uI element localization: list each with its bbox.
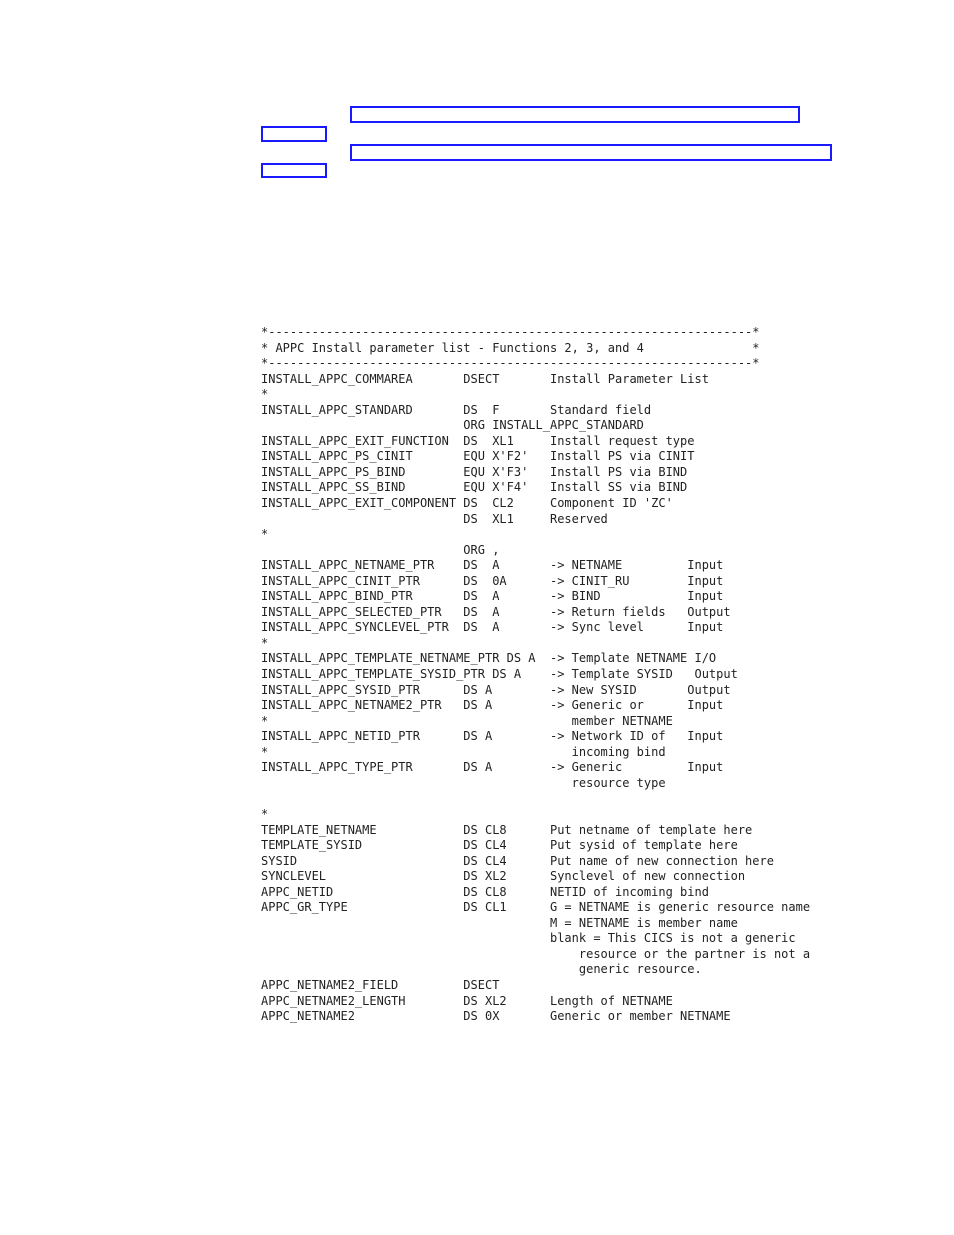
- code-line: INSTALL_APPC_PS_BIND EQU X'F3' Install PS via BIND: [261, 464, 688, 479]
- code-line: INSTALL_APPC_TEMPLATE_SYSID_PTR DS A -> Template SYSID Output: [261, 667, 738, 682]
- code-line: ORG ,: [261, 542, 500, 557]
- code-line: INSTALL_APPC_NETID_PTR DS A -> Network ID of Input: [261, 729, 724, 744]
- code-line: APPC_NETNAME2 DS 0X Generic or member NETNAME: [261, 1009, 731, 1024]
- code-line: resource or the partner is not a: [261, 946, 811, 961]
- code-line: *-------------------------------------------------------------------*: [261, 325, 760, 339]
- code-line: APPC_GR_TYPE DS CL1 G = NETNAME is generic resource name: [261, 900, 811, 915]
- code-line: *-------------------------------------------------------------------*: [261, 356, 760, 371]
- code-line: INSTALL_APPC_BIND_PTR DS A -> BIND Input: [261, 589, 724, 604]
- code-line: TEMPLATE_SYSID DS CL4 Put sysid of template here: [261, 838, 738, 853]
- code-line: *: [261, 527, 269, 542]
- code-line: M = NETNAME is member name: [261, 915, 738, 930]
- code-line: INSTALL_APPC_TYPE_PTR DS A -> Generic Input: [261, 760, 724, 775]
- code-line: INSTALL_APPC_EXIT_FUNCTION DS XL1 Install request type: [261, 433, 695, 448]
- code-line: * incoming bind: [261, 744, 666, 759]
- code-line: resource type: [261, 775, 666, 790]
- code-line: * member NETNAME: [261, 713, 673, 728]
- code-line: SYSID DS CL4 Put name of new connection here: [261, 853, 774, 868]
- code-line: INSTALL_APPC_STANDARD DS F Standard field: [261, 402, 652, 417]
- code-line: INSTALL_APPC_SYNCLEVEL_PTR DS A -> Sync level Input: [261, 620, 724, 635]
- code-line: blank = This CICS is not a generic: [261, 931, 796, 946]
- code-line: SYNCLEVEL DS XL2 Synclevel of new connection: [261, 869, 746, 884]
- code-line: INSTALL_APPC_SELECTED_PTR DS A -> Return fields Output: [261, 604, 731, 619]
- code-listing: [261, 325, 810, 1025]
- code-line: *: [261, 387, 269, 402]
- code-line: INSTALL_APPC_TEMPLATE_NETNAME_PTR DS A -> Template NETNAME I/O: [261, 651, 717, 666]
- link-box-1[interactable]: [350, 106, 800, 123]
- code-line: INSTALL_APPC_NETNAME_PTR DS A -> NETNAME Input: [261, 558, 724, 573]
- link-box-4[interactable]: [261, 163, 327, 178]
- code-line: APPC_NETNAME2_LENGTH DS XL2 Length of NETNAME: [261, 993, 673, 1008]
- code-line: * APPC Install parameter list - Functions 2, 3, and 4 *: [261, 340, 760, 355]
- code-line: INSTALL_APPC_CINIT_PTR DS 0A -> CINIT_RU Input: [261, 573, 724, 588]
- code-line: INSTALL_APPC_SS_BIND EQU X'F4' Install SS via BIND: [261, 480, 688, 495]
- code-line: generic resource.: [261, 962, 702, 977]
- code-line: ORG INSTALL_APPC_STANDARD: [261, 418, 644, 433]
- code-line: TEMPLATE_NETNAME DS CL8 Put netname of template here: [261, 822, 753, 837]
- code-line: *: [261, 806, 269, 821]
- link-box-3[interactable]: [350, 144, 832, 161]
- code-line: INSTALL_APPC_NETNAME2_PTR DS A -> Generic or Input: [261, 698, 724, 713]
- code-line: APPC_NETNAME2_FIELD DSECT: [261, 977, 500, 992]
- code-line: INSTALL_APPC_SYSID_PTR DS A -> New SYSID Output: [261, 682, 731, 697]
- code-line: DS XL1 Reserved: [261, 511, 608, 526]
- code-line: APPC_NETID DS CL8 NETID of incoming bind: [261, 884, 709, 899]
- code-line: [261, 791, 810, 807]
- code-line: INSTALL_APPC_COMMAREA DSECT Install Parameter List: [261, 371, 709, 386]
- code-line: *: [261, 635, 269, 650]
- link-box-2[interactable]: [261, 126, 327, 142]
- code-line: INSTALL_APPC_PS_CINIT EQU X'F2' Install PS via CINIT: [261, 449, 695, 464]
- code-line: INSTALL_APPC_EXIT_COMPONENT DS CL2 Component ID 'ZC': [261, 496, 673, 511]
